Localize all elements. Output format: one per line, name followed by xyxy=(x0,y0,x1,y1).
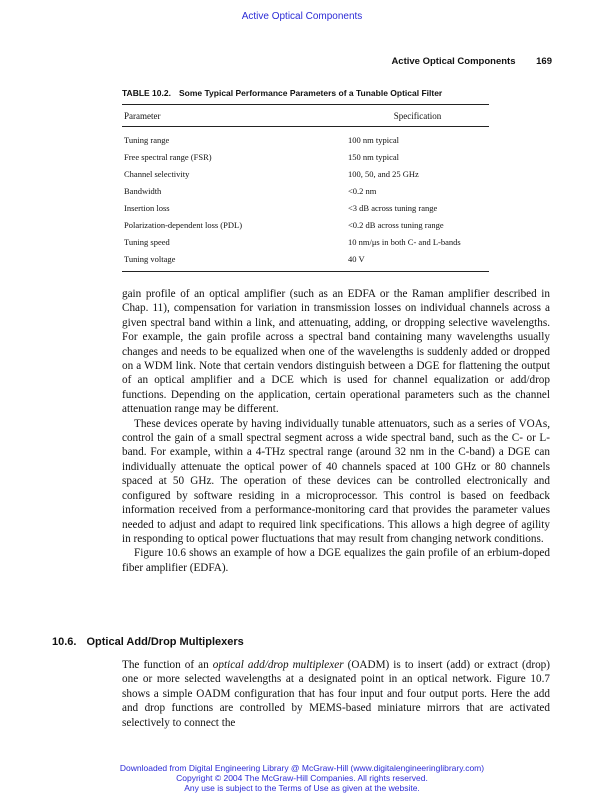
table-row xyxy=(122,216,489,233)
table-cell-parameter: Polarization-dependent loss (PDL) xyxy=(124,219,243,230)
table-row xyxy=(122,131,489,148)
footer xyxy=(0,763,604,794)
section-text xyxy=(122,658,550,730)
table-cell-specification: 100, 50, and 25 GHz xyxy=(348,168,419,179)
running-head xyxy=(391,56,552,67)
table-cell-specification: 10 nm/μs in both C- and L-bands xyxy=(348,236,461,247)
section-text-after: (OADM) is to insert (add) or extract (drop) one or more selected wavelengths at a designated point in an optical network. Figure 10.7 shows a simple OADM configuration that has four input and four output ports. Here the add and drop functions are controlled by MEMS-based miniature mirrors that are activated selectively to connect the xyxy=(122,659,550,729)
table-label: TABLE 10.2. xyxy=(122,88,171,98)
table-header-row xyxy=(122,105,489,127)
footer-download-link[interactable]: Downloaded from Digital Engineering Library @ McGraw-Hill (www.digitalengineeringlibrary.com) xyxy=(119,763,485,773)
table-body xyxy=(122,127,489,272)
table-cell-parameter: Free spectral range (FSR) xyxy=(124,151,212,162)
table-caption xyxy=(122,88,489,105)
page-number: 169 xyxy=(536,56,552,67)
table-cell-parameter: Bandwidth xyxy=(124,185,162,196)
table-cell-specification: <0.2 dB across tuning range xyxy=(348,219,444,230)
table-row xyxy=(122,250,489,267)
table-cell-specification: <3 dB across tuning range xyxy=(348,202,438,213)
running-head-title: Active Optical Components xyxy=(391,56,516,67)
table-cell-parameter: Channel selectivity xyxy=(124,168,190,179)
section-heading xyxy=(52,636,244,648)
table-cell-parameter: Tuning voltage xyxy=(124,253,176,264)
body-text xyxy=(122,287,550,575)
body-paragraph: These devices operate by having individually tunable attenuators, such as a series of VOAs, control the gain of a small spectral segment across a wide spectral band, such as the C- or L-band. For example, within a 4-THz spectral range (around 32 nm in the C-band) a DGE can individually attenuate the optical power of 40 channels spaced at 100 GHz or 80 channels spaced at 50 GHz. The operation of these devices can be controlled electronically and configured by software residing in a microprocessor. This control is based on feedback information received from a performance-monitoring card that provides the parameter values needed to adjust and adapt to required link specifications. This allows a high degree of agility in responding to optical power fluctuations that may result from changing network conditions. xyxy=(122,417,550,545)
footer-terms[interactable]: Any use is subject to the Terms of Use as given at the website. xyxy=(184,783,420,794)
section-paragraph xyxy=(122,658,550,730)
table-header-specification: Specification xyxy=(393,110,442,121)
table-header-parameter: Parameter xyxy=(124,110,161,121)
table-title: Some Typical Performance Parameters of a Tunable Optical Filter xyxy=(178,88,443,98)
table-cell-specification: <0.2 nm xyxy=(348,185,377,196)
table-row xyxy=(122,182,489,199)
body-paragraph: gain profile of an optical amplifier (such as an EDFA or the Raman amplifier described in Chap. 11), compensation for variation in transmission losses on individual channels across a given spectral band within a link, and attenuating, adding, or dropping selective wavelengths. For example, the gain profile across a spectral band containing many wavelengths usually changes and needs to be equalized when one of the wavelengths is suddenly added or dropped on a WDM link. Note that certain vendors distinguish between a DGE for flattening the output of an optical amplifier and a DCE which is used for channel equalization or add/drop functions. Depending on the application, certain operational parameters such as the channel attenuation range may be different. xyxy=(122,288,550,416)
section-text-before: The function of an xyxy=(122,659,213,671)
body-paragraph: Figure 10.6 shows an example of how a DGE equalizes the gain profile of an erbium-doped fiber amplifier (EDFA). xyxy=(122,547,550,574)
table-cell-parameter: Insertion loss xyxy=(124,202,170,213)
table-cell-parameter: Tuning speed xyxy=(124,236,170,247)
footer-copyright: Copyright © 2004 The McGraw-Hill Companies. All rights reserved. xyxy=(176,773,428,784)
table-row xyxy=(122,199,489,216)
table-row xyxy=(122,233,489,250)
table-cell-specification: 40 V xyxy=(348,253,365,264)
table-cell-parameter: Tuning range xyxy=(124,134,170,145)
top-banner[interactable]: Active Optical Components xyxy=(241,11,363,22)
table-row xyxy=(122,165,489,182)
table-row xyxy=(122,148,489,165)
section-title: Optical Add/Drop Multiplexers xyxy=(86,636,244,648)
spec-table xyxy=(122,88,489,272)
section-number: 10.6. xyxy=(52,636,77,648)
table-cell-specification: 150 nm typical xyxy=(348,151,399,162)
section-emphasis: optical add/drop multiplexer xyxy=(212,659,344,671)
table-cell-specification: 100 nm typical xyxy=(348,134,399,145)
